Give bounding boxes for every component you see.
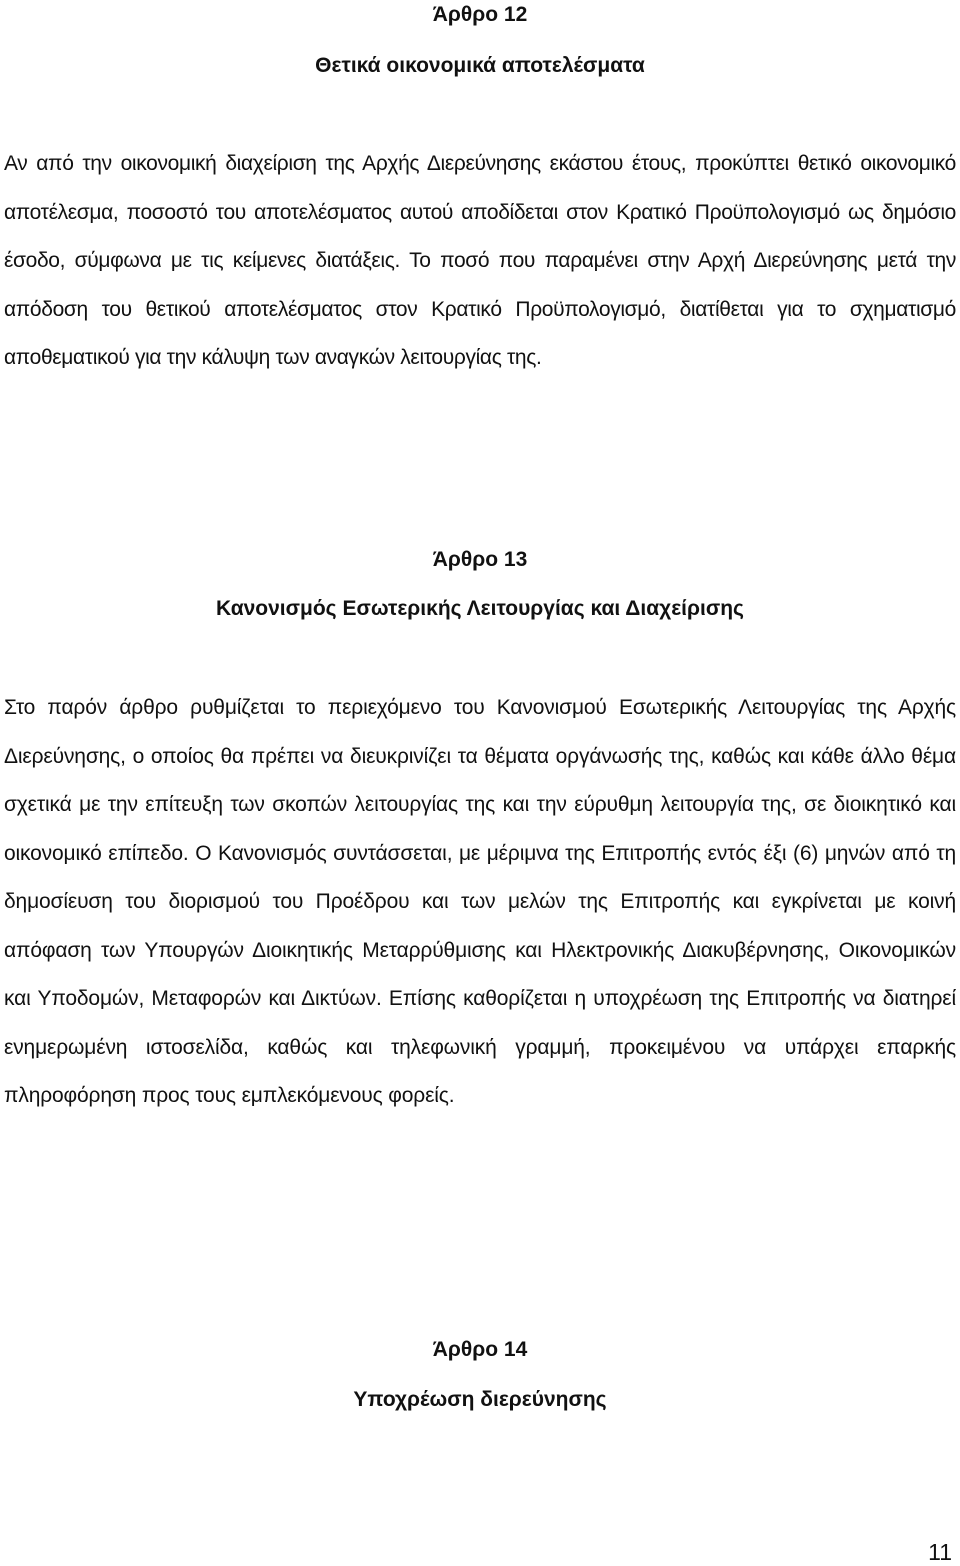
article-14-number: Άρθρο 14: [432, 1338, 528, 1361]
article-12-number: Άρθρο 12: [432, 3, 528, 26]
page-number: 11: [928, 1539, 952, 1565]
article-14-title: Υποχρέωση διερεύνησης: [353, 1388, 607, 1411]
article-12-body: Αν από την οικονομική διαχείριση της Αρχής Διερεύνησης εκάστου έτους, προκύπτει θετικό οικονομικό αποτέλεσμα, ποσοστό του αποτελέσματος αυτού αποδίδεται στον Κρατικό Προϋπολογισμό ως δημόσιο έσοδο, σύμφωνα με τις κείμενες διατάξεις. Το ποσό που παραμένει στην Αρχή Διερεύνησης μετά την απόδοση του θετικού αποτελέσματος στον Κρατικό Προϋπολογισμό, διατίθεται για το σχηματισμό αποθεματικού για την κάλυψη των αναγκών λειτουργίας της.: [4, 152, 956, 369]
article-13-number: Άρθρο 13: [432, 548, 528, 571]
article-13-title: Κανονισμός Εσωτερικής Λειτουργίας και Διαχείρισης: [216, 597, 744, 620]
article-12-title: Θετικά οικονομικά αποτελέσματα: [315, 54, 645, 77]
article-13-body: Στο παρόν άρθρο ρυθμίζεται το περιεχόμενο του Κανονισμού Εσωτερικής Λειτουργίας της Αρχής Διερεύνησης, ο οποίος θα πρέπει να διευκρινίζει τα θέματα οργάνωσής της, καθώς και κάθε άλλο θέμα σχετικά με την επίτευξη των σκοπών λειτουργίας της και την εύρυθμη λειτουργία της, σε διοικητικό και οικονομικό επίπεδο. Ο Κανονισμός συντάσσεται, με μέριμνα της Επιτροπής εντός έξι (6) μηνών από τη δημοσίευση του διορισμού του Προέδρου και των μελών της Επιτροπής και εγκρίνεται με κοινή απόφαση των Υπουργών Διοικητικής Μεταρρύθμισης και Ηλεκτρονικής Διακυβέρνησης, Οικονομικών και Υποδομών, Μεταφορών και Δικτύων. Επίσης καθορίζεται η υποχρέωση της Επιτροπής να διατηρεί ενημερωμένη ιστοσελίδα, καθώς και τηλεφωνική γραμμή, προκειμένου να υπάρχει επαρκής πληροφόρηση προς τους εμπλεκόμενους φορείς.: [4, 696, 956, 1107]
